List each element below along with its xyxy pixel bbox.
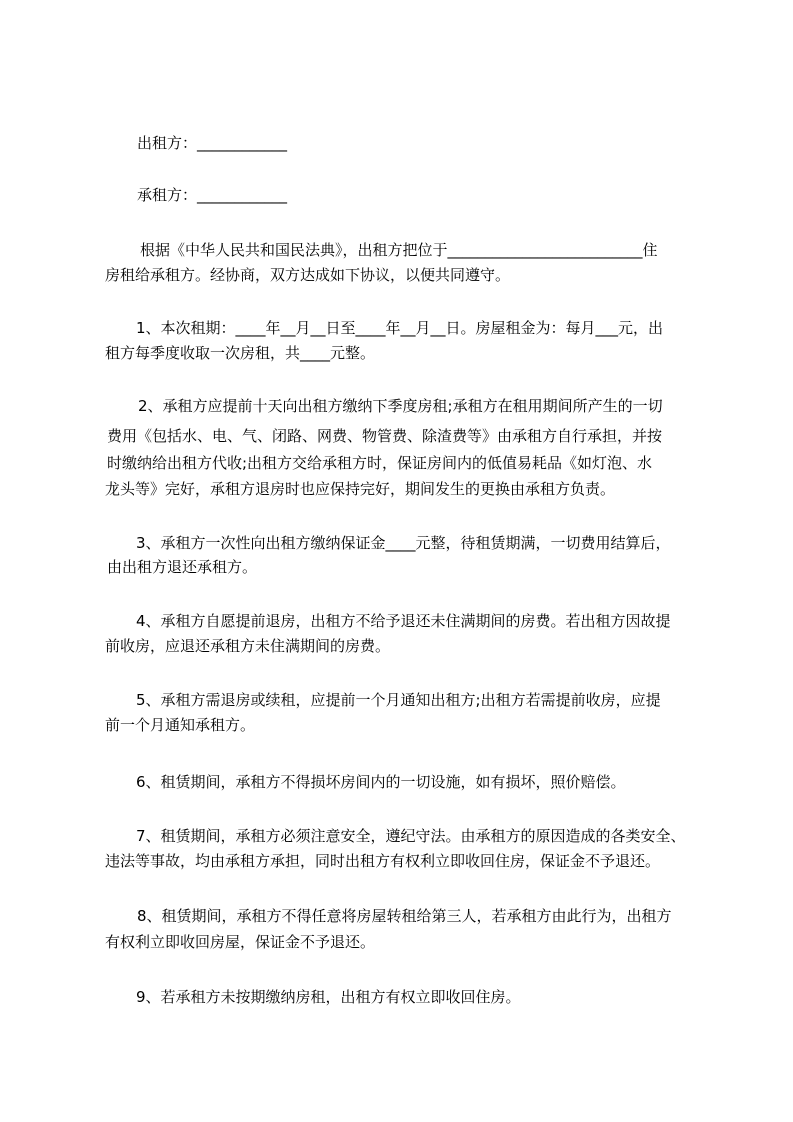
clause-3-line-1: 3、承租方一次性向出租方缴纳保证金____元整，待租赁期满，一切费用结算后， [136,534,671,552]
clause-3-line-2: 由出租方退还承租方。 [107,558,258,576]
clause-5-line-1: 5、承租方需退房或续租，应提前一个月通知出租方;出租方若需提前收房，应提 [136,691,661,709]
clause-5-line-2: 前一个月通知承租方。 [105,716,256,734]
clause-2-line-3: 时缴纳给出租方代收;出租方交给承租方时，保证房间内的低值易耗品《如灯泡、水 [107,454,653,472]
clause-2-line-2: 费用《包括水、电、气、闭路、网费、物管费、除渣费等》由承租方自行承担，并按 [107,427,663,445]
clause-2-line-1: 2、承租方应提前十天向出租方缴纳下季度房租;承租方在租用期间所产生的一切 [138,397,663,415]
clause-4-line-2: 前收房，应退还承租方未住满期间的房费。 [105,637,391,655]
clause-7-line-1: 7、租赁期间，承租方必须注意安全，遵纪守法。由承租方的原因造成的各类安全、 [136,827,686,845]
lessee-line: 承租方：____________ [137,186,288,204]
clause-8-line-1: 8、租赁期间，承租方不得任意将房屋转租给第三人，若承租方由此行为，出租方 [137,907,672,925]
clause-4-line-1: 4、承租方自愿提前退房，出租方不给予退还未住满期间的房费。若出租方因故提 [136,612,671,630]
intro-line-2: 房租给承租方。经协商，双方达成如下协议，以便共同遵守。 [105,266,511,284]
clause-6-line-1: 6、租赁期间，承租方不得损坏房间内的一切设施，如有损坏，照价赔偿。 [136,773,626,791]
lessor-line: 出租方：____________ [137,134,288,152]
clause-1-line-1: 1、本次租期：____年__月__日至____年__月__日。房屋租金为：每月___元，出 [136,319,664,337]
clause-2-line-4: 龙头等》完好，承租方退房时也应保持完好，期间发生的更换由承租方负责。 [105,480,616,498]
clause-7-line-2: 违法等事故，均由承租方承担，同时出租方有权利立即收回住房，保证金不予退还。 [105,852,661,870]
clause-9-line-1: 9、若承租方未按期缴纳房租，出租方有权立即收回住房。 [136,988,521,1006]
clause-8-line-2: 有权利立即收回房屋，保证金不予退还。 [105,933,376,951]
intro-line-1: 根据《中华人民共和国民法典》，出租方把位于__________________________住 [140,241,658,259]
clause-1-line-2: 租方每季度收取一次房租，共____元整。 [105,344,376,362]
